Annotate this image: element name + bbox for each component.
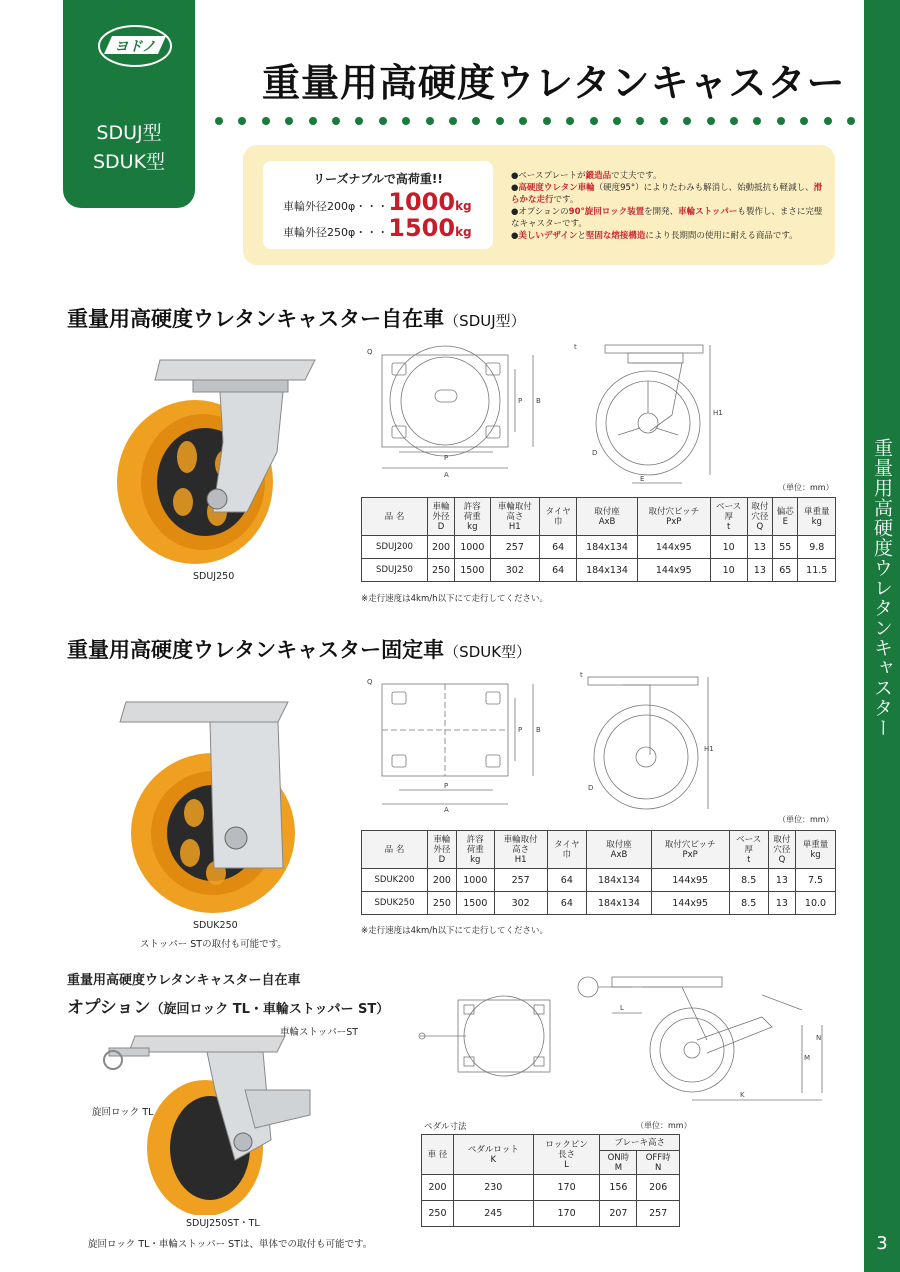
table-cell: 1000	[455, 536, 491, 559]
table-cell: 13	[747, 559, 772, 582]
col-pedal-rod: ペダルロット K	[453, 1135, 533, 1175]
feature-load-250: 車輪外径250φ・・・1500kg	[283, 214, 472, 242]
table-cell: SDUJ250	[362, 559, 428, 582]
table-cell: 10	[710, 559, 747, 582]
option-side-view-drawing	[572, 965, 832, 1105]
divider-dot	[683, 117, 691, 125]
feature-load-200: 車輪外径200φ・・・1000kg	[283, 188, 472, 216]
side-title: 重量用高硬度ウレタンキャスター	[871, 438, 893, 738]
sduk-unit-note: （単位：mm）	[778, 815, 834, 824]
divider-dot	[355, 117, 363, 125]
table-cell: 144x95	[651, 869, 729, 892]
sduk-photo-note: ストッパー STの取付も可能です。	[140, 939, 287, 950]
table-header-cell: 車輪取付 高さ H1	[494, 831, 547, 869]
divider-dot	[332, 117, 340, 125]
table-header-cell: ベース 厚 t	[729, 831, 768, 869]
table-cell: 184x134	[577, 536, 638, 559]
option-unit-note: （単位：mm）	[636, 1121, 692, 1130]
option-caster-photo	[95, 1030, 325, 1215]
svg-text:B: B	[536, 397, 541, 405]
table-cell: 144x95	[637, 536, 710, 559]
table-row	[362, 536, 836, 559]
divider-dot	[543, 117, 551, 125]
sduj-side-view-drawing	[570, 335, 735, 485]
option-title: 重量用高硬度ウレタンキャスター自在車	[67, 973, 301, 988]
table-header-cell: 車輪 外径 D	[428, 831, 457, 869]
svg-text:P: P	[444, 454, 449, 462]
svg-text:L: L	[620, 1004, 624, 1012]
divider-dot	[566, 117, 574, 125]
sduj-speed-note: ※走行速度は4km/h以下にて走行してください。	[361, 594, 548, 604]
svg-text:t: t	[574, 343, 577, 351]
svg-text:H1: H1	[704, 745, 714, 753]
label-swivel-lock: 旋回ロック TL	[92, 1107, 154, 1118]
dot-divider	[215, 117, 855, 127]
table-row	[362, 869, 836, 892]
table-header-cell: 取付穴ピッチ PxP	[651, 831, 729, 869]
divider-dot	[262, 117, 270, 125]
page-title: 重量用高硬度ウレタンキャスター	[262, 61, 846, 105]
table-cell: 65	[773, 559, 798, 582]
table-header-cell: 許容 荷重 kg	[456, 831, 494, 869]
divider-dot	[590, 117, 598, 125]
table-cell: 257	[494, 869, 547, 892]
sduk-photo-caption: SDUK250	[193, 920, 238, 931]
table-cell: 200	[428, 869, 457, 892]
type-label-sduk: SDUK型	[92, 151, 166, 173]
table-cell: 184x134	[587, 869, 652, 892]
table-cell: 156	[600, 1175, 637, 1201]
bullet-item: ●高硬度ウレタン車輪（硬度95°）によりたわみも解消し、始動抵抗も軽減し、滑らかな走行です。	[511, 183, 823, 205]
divider-dot	[730, 117, 738, 125]
svg-text:M: M	[804, 1054, 811, 1062]
table-cell: 144x95	[651, 892, 729, 915]
divider-dot	[824, 117, 832, 125]
svg-text:t: t	[580, 671, 583, 679]
table-cell: 55	[773, 536, 798, 559]
table-cell: 64	[540, 559, 577, 582]
table-cell: 200	[422, 1175, 454, 1201]
table-header-cell: 取付座 AxB	[587, 831, 652, 869]
option-photo-caption: SDUJ250ST・TL	[186, 1218, 260, 1229]
table-cell: 1500	[456, 892, 494, 915]
table-cell: 200	[428, 536, 455, 559]
table-cell: 64	[547, 892, 587, 915]
option-footer-note: 旋回ロック TL・車輪ストッパー STは、単体での取付も可能です。	[88, 1239, 373, 1250]
bullet-item: ●ベースプレートが鍛造品で丈夫です。	[511, 171, 662, 181]
sduk-spec-table	[361, 830, 836, 915]
sduj-caster-photo	[105, 352, 325, 567]
sduj-unit-note: （単位：mm）	[778, 483, 834, 492]
divider-dot	[472, 117, 480, 125]
divider-dot	[800, 117, 808, 125]
table-row	[422, 1201, 680, 1227]
table-cell: 8.5	[729, 869, 768, 892]
table-cell: 10	[710, 536, 747, 559]
col-on: ON時 M	[600, 1151, 637, 1175]
svg-text:A: A	[444, 806, 449, 812]
logo-text: ヨドノ	[114, 39, 156, 55]
table-cell: 13	[768, 892, 795, 915]
table-cell: 13	[747, 536, 772, 559]
svg-text:B: B	[536, 726, 541, 734]
divider-dot	[379, 117, 387, 125]
table-cell: 245	[453, 1201, 533, 1227]
sduj-photo-caption: SDUJ250	[193, 571, 235, 582]
option-top-view-drawing	[418, 995, 558, 1085]
table-header-cell: 品 名	[362, 831, 428, 869]
divider-dot	[636, 117, 644, 125]
divider-dot	[285, 117, 293, 125]
table-cell: 257	[490, 536, 539, 559]
table-header-cell: ベース 厚 t	[710, 498, 747, 536]
sduk-speed-note: ※走行速度は4km/h以下にて走行してください。	[361, 926, 548, 936]
table-header-cell: 偏芯 E	[773, 498, 798, 536]
sduk-caster-photo	[118, 688, 318, 913]
divider-dot	[215, 117, 223, 125]
table-cell: 64	[540, 536, 577, 559]
table-cell: 7.5	[796, 869, 836, 892]
sduj-top-view-drawing	[365, 340, 555, 480]
divider-dot	[660, 117, 668, 125]
divider-dot	[426, 117, 434, 125]
divider-dot	[309, 117, 317, 125]
table-cell: 206	[637, 1175, 680, 1201]
sduk-section-title: 重量用高硬度ウレタンキャスター固定車（SDUK型）	[67, 638, 532, 662]
table-cell: 64	[547, 869, 587, 892]
table-cell: 144x95	[637, 559, 710, 582]
table-header-cell: 単重量 kg	[796, 831, 836, 869]
yodono-logo	[96, 24, 174, 68]
feature-bullets	[511, 170, 827, 242]
divider-dot	[238, 117, 246, 125]
divider-dot	[753, 117, 761, 125]
table-header-cell: タイヤ 巾	[547, 831, 587, 869]
svg-text:K: K	[740, 1091, 745, 1099]
feature-headline: リーズナブルで高荷重!!	[313, 172, 443, 186]
divider-dot	[613, 117, 621, 125]
table-header-cell: 車輪取付 高さ H1	[490, 498, 539, 536]
svg-text:A: A	[444, 471, 449, 479]
table-cell: 302	[490, 559, 539, 582]
svg-text:P: P	[518, 726, 523, 734]
table-header-cell: 取付 穴径 Q	[747, 498, 772, 536]
divider-dot	[777, 117, 785, 125]
table-cell: 8.5	[729, 892, 768, 915]
table-cell: 250	[428, 892, 457, 915]
svg-text:H1: H1	[713, 409, 723, 417]
table-cell: 1000	[456, 869, 494, 892]
table-header-cell: 許容 荷重 kg	[455, 498, 491, 536]
table-cell: 11.5	[798, 559, 836, 582]
table-cell: 250	[422, 1201, 454, 1227]
table-cell: 13	[768, 869, 795, 892]
svg-text:D: D	[592, 449, 598, 457]
table-cell: SDUJ200	[362, 536, 428, 559]
sduk-top-view-drawing	[365, 672, 555, 812]
sduk-side-view-drawing	[578, 665, 718, 817]
divider-dot	[707, 117, 715, 125]
bullet-item: ●オプションの90°旋回ロック装置を開発、車輪ストッパーも製作し、まさに完璧なキャスターです。	[511, 207, 823, 229]
bullet-item: ●美しいデザインと堅固な熔接構造により長期間の使用に耐える商品です。	[511, 231, 798, 241]
pedal-title: ペダル寸法	[424, 1122, 467, 1132]
table-cell: 207	[600, 1201, 637, 1227]
svg-text:D: D	[588, 784, 594, 792]
table-cell: 257	[637, 1201, 680, 1227]
table-cell: 302	[494, 892, 547, 915]
table-header-cell: 取付穴ピッチ PxP	[637, 498, 710, 536]
divider-dot	[449, 117, 457, 125]
table-header-cell: 取付 穴径 Q	[768, 831, 795, 869]
col-brake-height: ブレーキ高さ	[600, 1135, 680, 1151]
divider-dot	[496, 117, 504, 125]
divider-dot	[519, 117, 527, 125]
table-cell: 250	[428, 559, 455, 582]
table-header-cell: 単重量 kg	[798, 498, 836, 536]
table-header-cell: 品 名	[362, 498, 428, 536]
divider-dot	[402, 117, 410, 125]
svg-text:Q: Q	[367, 348, 373, 356]
svg-text:E: E	[640, 475, 645, 483]
table-cell: 230	[453, 1175, 533, 1201]
table-cell: 184x134	[587, 892, 652, 915]
table-cell: 184x134	[577, 559, 638, 582]
table-header-cell: 取付座 AxB	[577, 498, 638, 536]
svg-text:N: N	[816, 1034, 822, 1042]
table-cell: SDUK200	[362, 869, 428, 892]
page-number: 3	[876, 1233, 888, 1254]
table-cell: SDUK250	[362, 892, 428, 915]
svg-text:P: P	[444, 782, 449, 790]
svg-text:Q: Q	[367, 678, 373, 686]
svg-text:P: P	[518, 397, 523, 405]
table-header-cell: タイヤ 巾	[540, 498, 577, 536]
type-label-sduj: SDUJ型	[96, 122, 162, 144]
label-wheel-stopper: 車輪ストッパーST	[280, 1027, 359, 1038]
table-cell: 170	[533, 1175, 600, 1201]
table-cell: 9.8	[798, 536, 836, 559]
table-cell: 10.0	[796, 892, 836, 915]
table-header-cell: 車輪 外径 D	[428, 498, 455, 536]
col-lock-pin: ロックピン 長さ L	[533, 1135, 600, 1175]
table-cell: 170	[533, 1201, 600, 1227]
table-cell: 1500	[455, 559, 491, 582]
table-row	[362, 892, 836, 915]
table-row	[362, 559, 836, 582]
col-off: OFF時 N	[637, 1151, 680, 1175]
table-row	[422, 1175, 680, 1201]
col-wheel-diameter: 車 径	[422, 1135, 454, 1175]
sduj-section-title: 重量用高硬度ウレタンキャスター自在車（SDUJ型）	[67, 307, 526, 331]
sduj-spec-table	[361, 497, 836, 582]
pedal-dimension-table	[421, 1134, 680, 1227]
divider-dot	[847, 117, 855, 125]
option-subtitle: オプション（旋回ロック TL・車輪ストッパー ST）	[67, 998, 390, 1018]
